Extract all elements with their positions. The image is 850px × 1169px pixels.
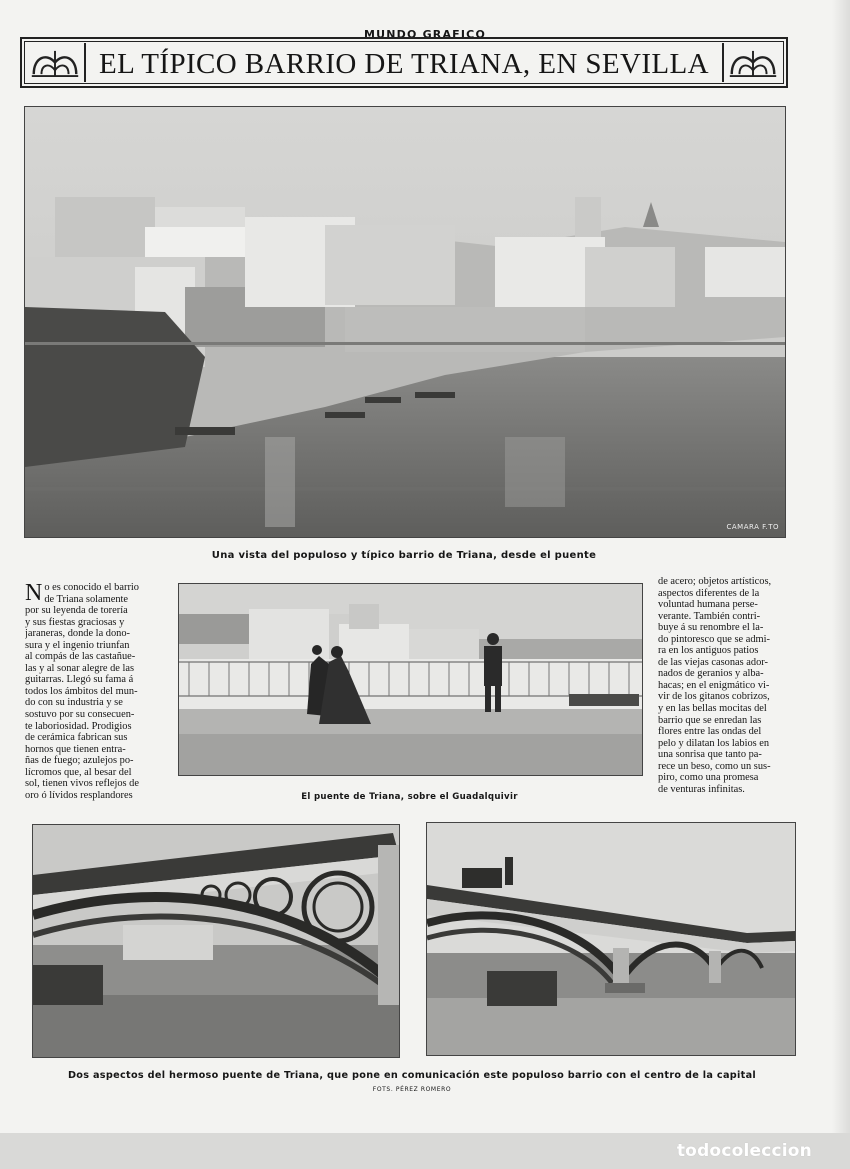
text-line: sura y el ingenio triunfan — [25, 639, 130, 651]
text-line: barrio que se enredan las — [658, 714, 762, 726]
text-line: una sonrisa que tanto pa- — [658, 749, 762, 761]
drop-cap: N — [25, 580, 43, 606]
caption-top-photo: Una vista del populoso y típico barrio de Triana, desde el puente — [211, 550, 597, 561]
title-frame — [20, 37, 788, 88]
text-line: sol, tienen vivos reflejos de — [25, 778, 139, 790]
text-line: oro ó lívidos resplandores — [25, 789, 133, 801]
text-line: pelo y dilatan los labios en — [658, 737, 770, 749]
text-line: hacas; en el enigmático vi- — [658, 679, 770, 691]
headline: EL TÍPICO BARRIO DE TRIANA, EN SEVILLA — [99, 48, 709, 80]
text-line: aspectos diferentes de la — [658, 587, 760, 599]
text-line: piro, como una promesa — [658, 772, 759, 784]
text-line: de cerámica fabrican sus — [25, 732, 128, 744]
magazine-name: MUNDO GRAFICO — [363, 28, 487, 41]
text-line: nados de geranios y alba- — [658, 668, 764, 680]
text-line: sostuvo por su consecuen- — [25, 709, 135, 721]
watermark: todocoleccion — [676, 1141, 812, 1161]
text-line: jaraneras, donde la dono- — [25, 628, 131, 640]
photo-triana-riverside — [24, 106, 786, 538]
photo-bridge-full-view — [426, 822, 796, 1056]
text-line: por su leyenda de torería — [25, 605, 128, 617]
caption-middle-photo: El puente de Triana, sobre el Guadalquivir — [301, 792, 518, 802]
text-line: o es conocido el barrio — [44, 582, 139, 593]
text-line: hornos que tienen entra- — [25, 743, 126, 755]
text-line: rece un beso, como un sus- — [658, 760, 771, 772]
text-line: do con su industria y se — [25, 697, 123, 709]
photo-credit: CAMARA F.TO — [726, 523, 779, 531]
article-column-left — [25, 582, 161, 801]
text-line: voluntad humana perse- — [658, 599, 758, 611]
text-line: de acero; objetos artísticos, — [658, 576, 772, 587]
photo-credit-bottom: FOTS. PÉREZ ROMERO — [372, 1086, 452, 1093]
text-line: verante. También contri- — [658, 610, 761, 622]
text-line: de venturas infinitas. — [658, 783, 745, 795]
text-line: ñas de fuego; azulejos po- — [25, 755, 134, 767]
text-line: buye á su renombre el la- — [658, 622, 764, 634]
page-edge-shadow — [832, 0, 850, 1169]
art-nouveau-ornament-icon — [722, 43, 782, 82]
text-line: de Triana solamente — [44, 593, 129, 605]
caption-bottom-photos: Dos aspectos del hermoso puente de Triana, que pone en comunicación este populoso barrio con el centro de la capital — [67, 1070, 757, 1081]
text-line: al compás de las castañue- — [25, 651, 136, 663]
text-line: y en las bellas mocitas del — [658, 703, 767, 715]
photo-bridge-arches-close — [32, 824, 400, 1058]
text-line: vir de los gitanos cobrizos, — [658, 691, 770, 703]
text-line: lícromos que, al besar del — [25, 766, 132, 778]
text-line: flores entre las ondas del — [658, 726, 762, 738]
text-line: ra en los antiguos patios — [658, 645, 759, 657]
art-nouveau-ornament-icon — [26, 43, 86, 82]
text-line: guitarras. Llegó su fama á — [25, 674, 134, 686]
text-line: las y al sonar alegre de las — [25, 662, 135, 674]
text-line: de las viejas casonas ador- — [658, 656, 769, 668]
text-line: todos los ámbitos del mun- — [25, 685, 138, 697]
article-column-right — [658, 576, 794, 795]
photo-puente-triana — [178, 583, 643, 776]
text-line: te laboriosidad. Prodigios — [25, 720, 132, 732]
text-line: y sus fiestas graciosas y — [25, 616, 125, 628]
text-line: do pintoresco que se admi- — [658, 633, 770, 645]
